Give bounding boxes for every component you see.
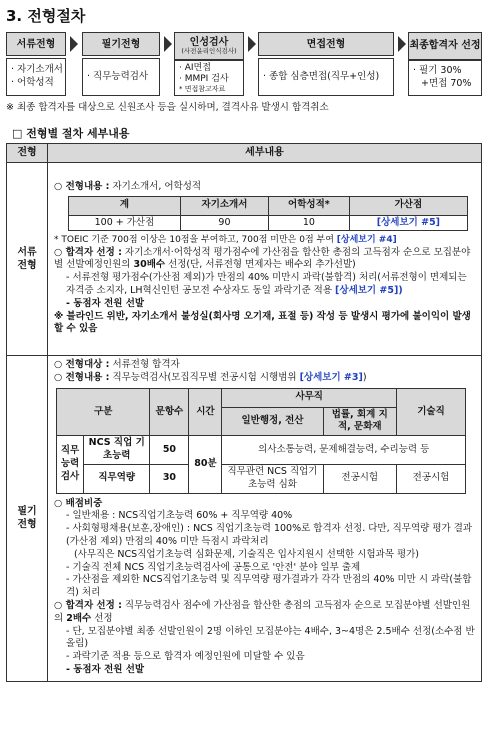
arrow-icon [398,36,406,52]
score-header: 어학성적* [269,196,350,215]
score-cell: 90 [180,215,268,231]
category-written: 필기 전형 [17,505,37,531]
stage-document-head: 서류전형 [6,32,66,56]
stage-personality [174,32,244,96]
stage-final-head: 최종합격자 선정 [408,32,482,60]
detail-table [6,143,482,682]
stage-interview [258,32,394,96]
score-cell: 100 + 가산점 [69,215,181,231]
exam-header: 구분 [57,388,150,436]
content-label: ○ 전형내용 : [54,371,110,383]
stage-personality-sub: (사전윤리인식검사) [181,46,237,55]
toeic-note: * TOEIC 기준 700점 이상은 10점을 부여하고, 700점 미만은 0점 부여 [54,235,337,246]
content-label: ○ 전형내용 : [54,180,110,192]
subsection-title: □ 전형별 절차 세부내용 [12,127,130,140]
list-item: - 가산점을 제외한 NCS직업기초능력 및 직무역량 평가결과가 각각 만점의 40% 미만 시 과락(불합격) 처리 [66,574,472,599]
pass-bold: 30배수 [133,259,166,271]
stage-final [408,32,482,96]
row-document [7,163,482,356]
exam-header: 일반행정, 전산 [222,407,323,436]
score-cell: 10 [269,215,350,231]
exam-cell: 직무관련 NCS 직업기초능력 심화 [222,464,323,493]
stage-written [82,32,160,96]
stage-personality-head: 인성검사 [189,36,229,48]
exam-header: 사무직 [222,388,397,407]
content-text: 자기소개서, 어학성적 [109,180,202,192]
score-table [68,196,468,232]
pass-text-2: 선정(단, 서류전형 면제자는 배수외 추가선발) [165,259,356,271]
stage-written-head: 필기전형 [82,32,160,56]
stage-written-line: · 직무능력검사 [87,70,149,82]
exam-header: 기술직 [397,388,466,436]
exam-cell: 30 [150,464,189,493]
header-detail: 세부내용 [48,144,482,163]
list-item: - 과락기준 적용 등으로 합격자 예정인원에 미달할 수 있음 [66,651,305,663]
exam-header: 시간 [189,388,222,436]
pass-bold: 2배수 [66,612,92,624]
arrow-icon [164,36,172,52]
pass-label: ○ 합격자 선정 : [54,246,122,258]
list-item: - 동점자 전원 선발 [66,664,145,676]
score-header: 자기소개서 [180,196,268,215]
arrow-icon [70,36,78,52]
score-header: 가산점 [349,196,467,215]
target-label: ○ 전형대상 : [54,359,110,370]
pass-text: 자기소개서·어학성적 평가점수에 가산점을 합산한 총점의 고득점자 순으로 모집분야별 선발예정인원의 [54,246,471,271]
stage-document [6,32,66,96]
stage-personality-line: · MMPI 검사 [179,73,229,84]
detail-link-4[interactable]: [상세보기 #4] [336,235,397,246]
list-item: - 단, 모집분야별 최종 선발인원이 2명 이하인 모집분야는 4배수, 3~4명은 2.5배수 선정(소수점 반올림) [66,625,475,650]
exam-cell: 전공시험 [323,464,396,493]
category-document: 서류 전형 [17,246,37,271]
stage-interview-head: 면접전형 [258,32,394,56]
exam-cell: 전공시험 [397,464,466,493]
blind-warning: ※ 블라인드 위반, 자기소개서 불성실(회사명 오기재, 표절 등) 작성 등 발생시 평가에 불이익이 발생할 수 있음 [54,310,471,335]
exam-row-label: 직무 능력 검사 [57,436,84,493]
stage-document-line: · 자기소개서 [11,64,63,76]
stage-personality-line: * 면접참고자료 [179,84,226,93]
score-header: 계 [69,196,181,215]
list-item: - 일반채용 : NCS직업기초능력 60% + 직무역량 40% [66,510,293,522]
detail-link-5[interactable]: [상세보기 #5] [349,215,467,231]
content-text: 직무능력검사(모집직무별 전공시험 시행범위 [109,371,300,383]
detail-link-5[interactable]: [상세보기 #5]) [335,284,403,296]
exam-cell: 80분 [189,436,222,493]
content-end: ) [362,371,367,383]
pass-text-2: 선정 [91,612,113,624]
notice-text: ※ 최종 합격자를 대상으로 신원조사 등을 실시하며, 결격사유 발생시 합격취소 [6,102,329,113]
stage-document-line: · 어학성적 [11,77,54,88]
list-item: - 서류전형 평가점수(가산점 제외)가 만점의 40% 미만시 과락(불합격) 처리(서류전형이 면제되는 자격증 소지자, LH혁신인턴 공모전 수상자도 동일 과락기준 적용 [66,272,467,296]
header-type: 전형 [7,144,48,163]
list-item: (사무직은 NCS직업기초능력 심화문제, 기술직은 입사지원시 선택한 시험과목 평가) [74,548,420,560]
target-text: 서류전형 합격자 [109,359,180,370]
section-title: 3. 전형절차 [6,7,86,25]
alloc-label: ○ 배점비중 [54,497,103,509]
list-item: - 동점자 전원 선발 [66,297,145,309]
detail-link-3[interactable]: [상세보기 #3] [299,371,363,383]
exam-cell: 50 [150,436,189,465]
exam-header: 법률, 회계 지적, 문화재 [323,407,396,436]
pass-text: 직무능력검사 점수에 가산점을 합산한 총점의 고득점자 순으로 모집분야별 선발인원의 [54,600,471,624]
list-item: - 기술직 전체 NCS 직업기초능력검사에 공통으로 '안전' 분야 일부 출제 [66,561,361,573]
stage-final-line: +면접 70% [421,78,472,89]
exam-header: 문항수 [150,388,189,436]
exam-row-label: NCS 직업 기초능력 [84,436,150,465]
exam-row-label: 직무역량 [84,464,150,493]
exam-cell: 의사소통능력, 문제해결능력, 수리능력 등 [222,436,466,465]
process-flow [6,32,482,96]
stage-personality-line: · AI면접 [179,63,211,73]
list-item: - 사회형평채용(보훈,장애인) : NCS 직업기초능력 100%로 합격자 선정. 다만, 직무역량 평가 결과(가산점 제외) 만점의 40% 미만 득점시 과락처리 [66,523,473,547]
exam-table [56,388,466,494]
stage-final-line: · 필기 30% [413,65,462,77]
arrow-icon [248,36,256,52]
stage-interview-line: · 종합 심층면접(직무+인성) [263,70,380,82]
pass-label: ○ 합격자 선정 : [54,600,122,611]
row-written [7,356,482,682]
